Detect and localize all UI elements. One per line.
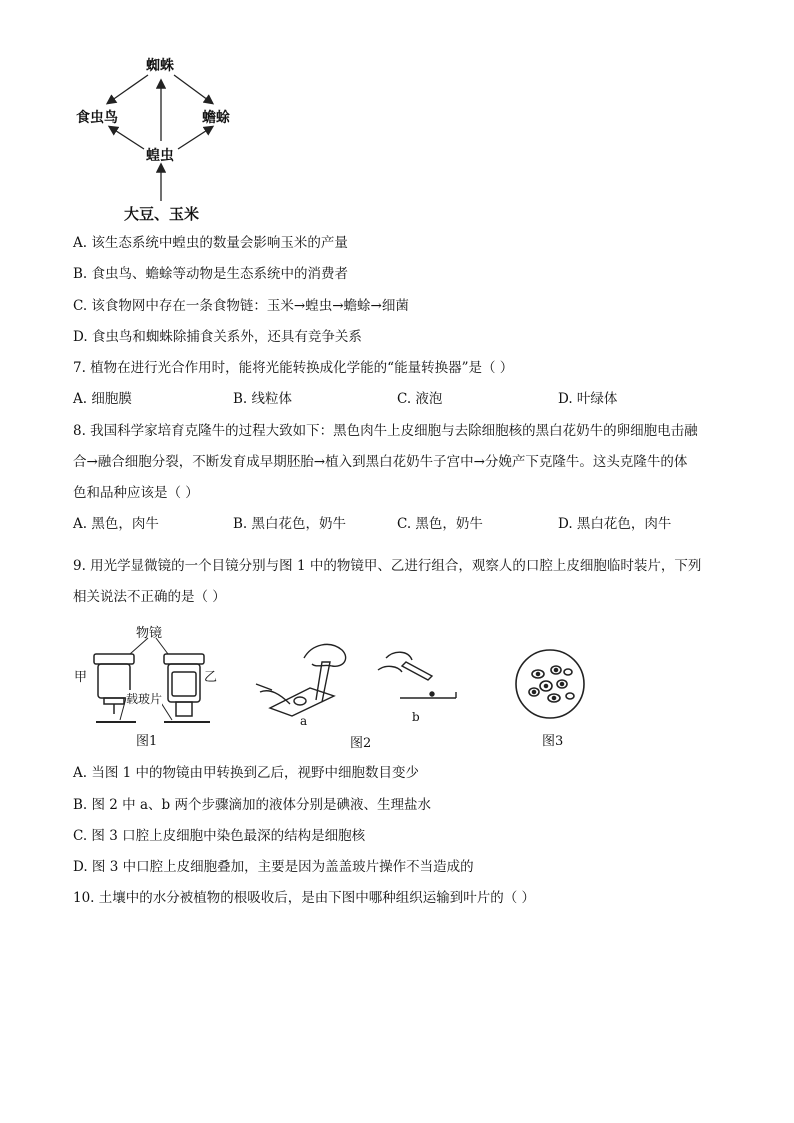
q8-option-b: B. 黑白花色，奶牛: [233, 516, 347, 532]
fig1-objective-label: 物镜: [136, 626, 163, 641]
node-toad: 蟾蜍: [202, 110, 230, 126]
fig2-step-a-label: a: [300, 714, 308, 728]
q7-option-a: A. 细胞膜: [73, 391, 132, 407]
q8-option-d: D. 黑白花色，肉牛: [558, 516, 672, 532]
node-locust: 蝗虫: [146, 148, 174, 164]
q8-option-a: A. 黑色，肉牛: [73, 516, 159, 532]
fig2-step-a-drawing: [256, 644, 346, 716]
fig1-slide-label: 载玻片: [126, 692, 163, 706]
q7-stem: 7. 植物在进行光合作用时，能将光能转换成化学能的“能量转换器”是（ ）: [73, 360, 514, 376]
node-spider: 蜘蛛: [146, 58, 174, 74]
q7-option-b: B. 线粒体: [233, 391, 293, 407]
q9-option-c: C. 图 3 口腔上皮细胞中染色最深的结构是细胞核: [73, 828, 366, 844]
food-web-diagram: [70, 55, 260, 225]
arrow-locust-to-toad: [178, 127, 212, 149]
fig3-field-of-view: [516, 650, 584, 718]
fig1-jia-label: 甲: [74, 670, 88, 685]
arrow-locust-to-bird: [110, 127, 144, 149]
q8-option-c: C. 黑色，奶牛: [397, 516, 483, 532]
fig1-yi-label: 乙: [204, 670, 218, 685]
fig3-caption: 图3: [542, 734, 564, 749]
q6-option-a: A. 该生态系统中蝗虫的数量会影响玉米的产量: [73, 235, 348, 251]
q6-option-d: D. 食虫鸟和蜘蛛除捕食关系外，还具有竞争关系: [73, 329, 362, 345]
fig2-step-b-label: b: [412, 710, 420, 724]
fig2-step-b-drawing: [378, 652, 456, 698]
node-bird: 食虫鸟: [76, 110, 118, 126]
q9-option-a: A. 当图 1 中的物镜由甲转换到乙后，视野中细胞数目变少: [73, 765, 420, 781]
q8-line-1: 8. 我国科学家培育克隆牛的过程大致如下：黑色肉牛上皮细胞与去除细胞核的黑白花奶牛的卵细胞电击融: [73, 423, 698, 439]
q10-stem: 10. 土壤中的水分被植物的根吸收后，是由下图中哪种组织运输到叶片的（ ）: [73, 890, 536, 906]
q9-line-2: 相关说法不正确的是（ ）: [73, 589, 226, 605]
fig2-caption: 图2: [350, 736, 372, 751]
q9-option-d: D. 图 3 中口腔上皮细胞叠加，主要是因为盖盖玻片操作不当造成的: [73, 859, 474, 875]
q8-line-2: 合→融合细胞分裂，不断发育成早期胚胎→植入到黑白花奶牛子宫中→分娩产下克隆牛。这头克隆牛的体: [73, 454, 688, 470]
q7-option-d: D. 叶绿体: [558, 391, 618, 407]
fig1-caption: 图1: [136, 734, 158, 749]
q9-line-1: 9. 用光学显微镜的一个目镜分别与图 1 中的物镜甲、乙进行组合，观察人的口腔上皮细胞临时装片，下列: [73, 558, 702, 574]
arrow-spider-to-bird: [108, 75, 148, 103]
food-web-arrows: [70, 55, 260, 225]
arrow-spider-to-toad: [174, 75, 212, 103]
q7-option-c: C. 液泡: [397, 391, 443, 407]
q9-option-b: B. 图 2 中 a、b 两个步骤滴加的液体分别是碘液、生理盐水: [73, 797, 431, 813]
node-plants: 大豆、玉米: [124, 205, 200, 223]
q6-option-c: C. 该食物网中存在一条食物链：玉米→蝗虫→蟾蜍→细菌: [73, 298, 409, 314]
q6-option-b: B. 食虫鸟、蟾蜍等动物是生态系统中的消费者: [73, 266, 349, 282]
fig1-objective-yi: [164, 654, 204, 716]
q8-line-3: 色和品种应该是（ ）: [73, 485, 199, 501]
q9-figures: [60, 618, 620, 753]
